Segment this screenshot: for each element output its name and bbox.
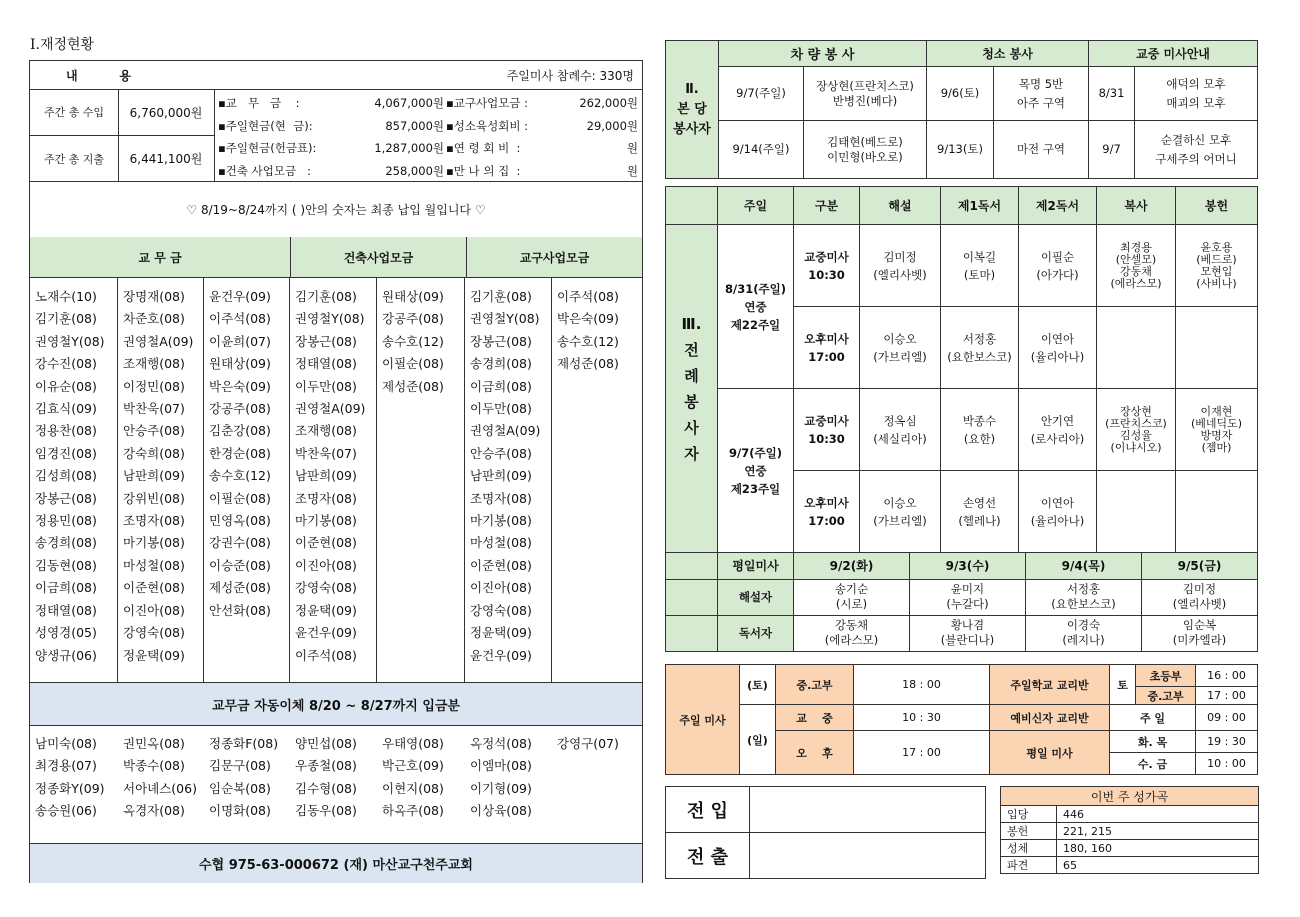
donor-name: 김기훈(08) bbox=[35, 311, 97, 327]
donor-name: 안승주(08) bbox=[123, 423, 185, 439]
donor-name: 이준현(08) bbox=[470, 557, 532, 573]
donor-name: 성영경(05) bbox=[35, 625, 97, 641]
reader1: 손영선 (헬레나) bbox=[941, 471, 1019, 553]
donor-name: 장명재(08) bbox=[123, 289, 185, 304]
server: 장상현 (프란치스코) 김성율 (이냐시오) bbox=[1097, 389, 1176, 471]
donor-name: 원태상(09) bbox=[382, 289, 444, 304]
donor-name: 김기훈(08) bbox=[295, 289, 357, 304]
weekday-commentator: 서정홍 (요한보스코) bbox=[1026, 579, 1142, 615]
transfer-table bbox=[665, 786, 986, 879]
offering: 이재현 (베네딕도) 방명자 (젬마) bbox=[1176, 389, 1258, 471]
clean-date: 9/13(토) bbox=[927, 121, 994, 179]
mass-schedule bbox=[665, 664, 1258, 775]
donor-name: 권영철A(09) bbox=[295, 401, 366, 417]
weekday-reader: 황나겸 (블란디나) bbox=[910, 615, 1026, 651]
donor-name: 윤건우(09) bbox=[295, 625, 357, 641]
server: 최경용 (안셀모) 강동채 (에라스모) bbox=[1097, 225, 1176, 307]
finance-item-label: ▪만 나 의 집 : bbox=[446, 163, 521, 178]
header-cleaning: 청소 봉사 bbox=[927, 41, 1089, 67]
reader1: 서정홍 (요한보스코) bbox=[941, 307, 1019, 389]
donor-name: 강권수(08) bbox=[209, 535, 271, 551]
donor-name: 김춘강(08) bbox=[209, 423, 271, 439]
auto-transfer-title: 교무금 자동이체 8/20 ~ 8/27까지 입금분 bbox=[30, 682, 642, 726]
finance-items-left bbox=[218, 92, 444, 182]
donor-name: 강위빈(08) bbox=[123, 490, 185, 506]
sunday-label: 8/31(주일) 연중 제22주일 bbox=[718, 225, 794, 389]
donor-name: 권영철Y(08) bbox=[295, 311, 365, 327]
weekday-day: 9/3(수) bbox=[910, 553, 1026, 579]
weekday-mass-time: 10 : 00 bbox=[1196, 753, 1258, 775]
guide-date: 8/31 bbox=[1089, 67, 1135, 121]
weekday-mass-day: 수. 금 bbox=[1110, 753, 1196, 775]
attendance: 주일미사 참례수: 330명 bbox=[506, 69, 634, 83]
content-label: 내 용 bbox=[66, 69, 131, 83]
donor-name: 제성준(08) bbox=[557, 356, 619, 372]
donor-name: 김동우(08) bbox=[295, 803, 357, 819]
catechumen-time: 09 : 00 bbox=[1196, 705, 1258, 731]
donor-name: 강영숙(08) bbox=[123, 625, 185, 641]
donor-name: 이엠마(08) bbox=[470, 758, 532, 774]
commentator: 정옥심 (세실리아) bbox=[860, 389, 941, 471]
sat-mass: 중.고부 bbox=[776, 665, 854, 705]
hymn-label: 입당 bbox=[1001, 806, 1057, 823]
mass-type: 오후미사 17:00 bbox=[794, 307, 860, 389]
donor-name: 송수호(12) bbox=[209, 468, 271, 484]
reader2: 안기연 (로사리아) bbox=[1019, 389, 1097, 471]
donor-name: 임경진(08) bbox=[35, 445, 97, 461]
hymns-title: 이번 주 성가곡 bbox=[1001, 787, 1259, 806]
car-date: 9/14(주일) bbox=[719, 121, 804, 179]
donor-name: 정윤택(09) bbox=[123, 647, 185, 663]
weekday-commentator: 송기순 (시로) bbox=[794, 579, 910, 615]
reader-row-label: 독서자 bbox=[718, 615, 794, 651]
header-reader2: 제2독서 bbox=[1019, 187, 1097, 225]
donor-name: 김효식(09) bbox=[35, 401, 97, 417]
donor-name: 송수호(12) bbox=[557, 333, 619, 349]
donor-name: 남미숙(08) bbox=[35, 736, 97, 751]
donor-name: 윤건우(09) bbox=[209, 289, 271, 304]
transfer-in-value bbox=[750, 787, 986, 833]
header-sunday: 주일 bbox=[718, 187, 794, 225]
mass-type: 오후미사 17:00 bbox=[794, 471, 860, 553]
donor-name: 옥정석(08) bbox=[470, 736, 532, 751]
guide-group: 애덕의 모후 매괴의 모후 bbox=[1135, 67, 1258, 121]
commentator-row-label: 해설자 bbox=[718, 579, 794, 615]
donor-column bbox=[377, 725, 465, 843]
header-car-service: 차 량 봉 사 bbox=[719, 41, 927, 67]
commentator: 김미정 (엘리사벳) bbox=[860, 225, 941, 307]
auto-transfer-list bbox=[30, 725, 642, 843]
donor-name: 이두만(08) bbox=[470, 401, 532, 417]
sunday-school: 주일학교 교리반 bbox=[990, 665, 1110, 705]
finance-item bbox=[446, 92, 638, 115]
server bbox=[1097, 471, 1176, 553]
expense-value: 6,441,100원 bbox=[118, 136, 215, 181]
donor-name: 정용찬(08) bbox=[35, 423, 97, 439]
offering bbox=[1176, 307, 1258, 389]
transfer-out-value bbox=[750, 833, 986, 879]
car-names: 김태현(베드로) 이민형(바오로) bbox=[804, 121, 927, 179]
hymns-table bbox=[1000, 786, 1259, 874]
donor-name: 하옥주(08) bbox=[382, 803, 444, 819]
donor-name: 박종수(08) bbox=[123, 758, 185, 774]
donor-name: 이명화(08) bbox=[209, 803, 271, 819]
liturgy-section-label: Ⅲ. 전 례 봉 사 자 bbox=[666, 225, 718, 553]
saturday-label: (토) bbox=[740, 665, 776, 705]
donor-name: 김문구(08) bbox=[209, 758, 271, 774]
donor-name: 노재수(10) bbox=[35, 289, 97, 304]
finance-item-label: ▪연 령 회 비 : bbox=[446, 141, 521, 155]
donor-name: 이주석(08) bbox=[295, 647, 357, 663]
donor-name: 윤건우(09) bbox=[470, 647, 532, 663]
weekday-day: 9/5(금) bbox=[1142, 553, 1258, 579]
weekday-corner bbox=[666, 579, 718, 615]
donor-name: 이진아(08) bbox=[295, 557, 357, 573]
sunday-mass-label: 주일 미사 bbox=[666, 665, 740, 775]
donor-name: 조재행(08) bbox=[123, 356, 185, 372]
donor-name: 차준호(08) bbox=[123, 311, 185, 327]
finance-item-value: 29,000원 bbox=[586, 118, 638, 133]
donor-name: 박근호(09) bbox=[382, 758, 444, 774]
donor-name: 이필순(08) bbox=[382, 356, 444, 372]
donor-name: 이진아(08) bbox=[123, 602, 185, 618]
transfer-in-label: 전 입 bbox=[666, 787, 750, 833]
donor-name: 정종화Y(09) bbox=[35, 780, 105, 796]
finance-item-label: ▪주일현금(현 금): bbox=[218, 118, 313, 133]
sun-time: 17 : 00 bbox=[854, 731, 990, 775]
donor-name: 이두만(08) bbox=[295, 378, 357, 394]
donor-name: 마기봉(08) bbox=[295, 513, 357, 529]
header-tithe: 교 무 금 bbox=[30, 237, 291, 278]
donor-column bbox=[204, 278, 290, 682]
sun-mass: 교 중 bbox=[776, 705, 854, 731]
donor-name: 정종화F(08) bbox=[209, 736, 279, 751]
weekday-label: 평일미사 bbox=[718, 553, 794, 579]
server bbox=[1097, 307, 1176, 389]
donor-name: 양민섭(08) bbox=[295, 736, 357, 751]
finance-item-value: 258,000원 bbox=[385, 163, 444, 178]
hymn-value: 180, 160 bbox=[1057, 840, 1259, 857]
donor-name: 송승원(06) bbox=[35, 803, 97, 819]
weekday-corner bbox=[666, 553, 718, 579]
donor-name: 이주석(08) bbox=[209, 311, 271, 327]
offering: 윤호용 (베드로) 모현입 (사비나) bbox=[1176, 225, 1258, 307]
finance-item bbox=[218, 137, 444, 160]
mass-type: 교중미사 10:30 bbox=[794, 225, 860, 307]
donor-column bbox=[290, 278, 377, 682]
donor-name: 정윤택(09) bbox=[470, 625, 532, 641]
donor-name: 마성철(08) bbox=[123, 557, 185, 573]
donor-name: 이주석(08) bbox=[557, 289, 619, 304]
donor-name: 조재행(08) bbox=[295, 423, 357, 439]
donor-column bbox=[552, 278, 642, 682]
finance-item bbox=[446, 115, 638, 138]
donor-name: 권민옥(08) bbox=[123, 736, 185, 751]
header-reader1: 제1독서 bbox=[941, 187, 1019, 225]
finance-item-value: 4,067,000원 bbox=[374, 96, 444, 110]
sat-time: 18 : 00 bbox=[854, 665, 990, 705]
weekday-day: 9/2(화) bbox=[794, 553, 910, 579]
finance-item-value: 원 bbox=[626, 141, 638, 155]
donor-name: 최경용(07) bbox=[35, 758, 97, 774]
header-mass-guide: 교중 미사안내 bbox=[1089, 41, 1258, 67]
donor-name: 안승주(08) bbox=[470, 445, 532, 461]
clean-area: 목명 5반 아주 구역 bbox=[994, 67, 1089, 121]
finance-box bbox=[29, 60, 643, 883]
clean-area: 마전 구역 bbox=[994, 121, 1089, 179]
donor-name: 김성희(08) bbox=[35, 468, 97, 484]
header-type: 구분 bbox=[794, 187, 860, 225]
sun-time: 10 : 30 bbox=[854, 705, 990, 731]
reader2: 이필순 (아가다) bbox=[1019, 225, 1097, 307]
finance-item-value: 원 bbox=[626, 163, 638, 178]
finance-item bbox=[218, 160, 444, 183]
donor-name: 이진아(08) bbox=[470, 580, 532, 596]
donor-name: 이상육(08) bbox=[470, 803, 532, 819]
class-time: 16 : 00 bbox=[1196, 665, 1258, 687]
car-date: 9/7(주일) bbox=[719, 67, 804, 121]
donor-name: 이기형(09) bbox=[470, 780, 532, 796]
donor-name: 김기훈(08) bbox=[470, 289, 532, 304]
donor-name: 제성준(08) bbox=[209, 580, 271, 596]
weekday-commentator: 김미정 (엘리사벳) bbox=[1142, 579, 1258, 615]
service-table bbox=[665, 40, 1258, 179]
donor-name: 송경희(08) bbox=[470, 356, 532, 372]
donor-column bbox=[118, 278, 204, 682]
donor-name: 이정민(08) bbox=[123, 378, 185, 394]
donor-name: 이승준(08) bbox=[209, 557, 271, 573]
donor-name: 권영철A(09) bbox=[470, 423, 541, 439]
donor-name: 임순복(08) bbox=[209, 780, 271, 796]
hymn-value: 446 bbox=[1057, 806, 1259, 823]
mass-type: 교중미사 10:30 bbox=[794, 389, 860, 471]
donor-name: 강영숙(08) bbox=[295, 580, 357, 596]
donor-name: 강숙희(08) bbox=[123, 445, 185, 461]
donor-name: 강영숙(08) bbox=[470, 602, 532, 618]
guide-group: 순결하신 모후 구세주의 어머니 bbox=[1135, 121, 1258, 179]
reader2: 이연아 (율리아나) bbox=[1019, 471, 1097, 553]
reader1: 박종수 (요한) bbox=[941, 389, 1019, 471]
donor-column bbox=[465, 725, 552, 843]
income-value: 6,760,000원 bbox=[118, 89, 215, 136]
hymn-value: 65 bbox=[1057, 857, 1259, 874]
donor-name: 남판희(09) bbox=[470, 468, 532, 484]
donor-name: 권영철Y(08) bbox=[35, 333, 105, 349]
donor-name: 서아녜스(06) bbox=[123, 780, 197, 796]
donor-name: 이준현(08) bbox=[295, 535, 357, 551]
finance-item-label: ▪건축 사업모금 : bbox=[218, 163, 311, 178]
commentator: 이승오 (가브리엘) bbox=[860, 471, 941, 553]
donor-name: 송경희(08) bbox=[35, 535, 97, 551]
donor-name: 박찬욱(07) bbox=[123, 401, 185, 417]
reader2: 이연아 (율리아나) bbox=[1019, 307, 1097, 389]
finance-summary bbox=[30, 89, 642, 182]
header-commentator: 해설 bbox=[860, 187, 941, 225]
donor-name: 정태열(08) bbox=[35, 602, 97, 618]
donor-name: 정윤택(09) bbox=[295, 602, 357, 618]
header-diocese: 교구사업모금 bbox=[467, 237, 642, 278]
catechumen-day: 주 일 bbox=[1110, 705, 1196, 731]
donor-column bbox=[465, 278, 552, 682]
bank-account: 수협 975-63-000672 (재) 마산교구천주교회 bbox=[30, 843, 642, 883]
donor-column bbox=[290, 725, 377, 843]
donor-name: 정용민(08) bbox=[35, 513, 97, 529]
header-server: 복사 bbox=[1097, 187, 1176, 225]
header-building: 건축사업모금 bbox=[291, 237, 467, 278]
liturgy-table bbox=[665, 186, 1258, 652]
service-section-label: Ⅱ. 본 당 봉사자 bbox=[666, 41, 719, 179]
donor-name: 이금희(08) bbox=[470, 378, 532, 394]
donor-name: 장봉근(08) bbox=[35, 490, 97, 506]
weekday-reader: 이경숙 (레지나) bbox=[1026, 615, 1142, 651]
car-names: 장상현(프란치스코) 반병진(베다) bbox=[804, 67, 927, 121]
weekday-commentator: 윤미지 (누갈다) bbox=[910, 579, 1026, 615]
sun-mass: 오 후 bbox=[776, 731, 854, 775]
donor-name: 이준현(08) bbox=[123, 580, 185, 596]
finance-item-label: ▪교구사업모금 : bbox=[446, 96, 528, 110]
class-name: 중.고부 bbox=[1136, 687, 1196, 705]
donor-column bbox=[204, 725, 290, 843]
donor-name: 남판희(09) bbox=[123, 468, 185, 484]
catechumen-class: 예비신자 교리반 bbox=[990, 705, 1110, 731]
hymn-value: 221, 215 bbox=[1057, 823, 1259, 840]
donor-column bbox=[30, 278, 118, 682]
finance-item bbox=[218, 92, 444, 115]
donor-name: 마기봉(08) bbox=[123, 535, 185, 551]
donor-name: 정태열(08) bbox=[295, 356, 357, 372]
donor-name: 이유순(08) bbox=[35, 378, 97, 394]
weekday-corner bbox=[666, 615, 718, 651]
donor-column bbox=[552, 725, 642, 843]
donor-name: 원태상(09) bbox=[209, 356, 271, 372]
donor-name: 송수호(12) bbox=[382, 333, 444, 349]
finance-item-value: 1,287,000원 bbox=[374, 141, 444, 155]
donor-name: 박은숙(09) bbox=[557, 311, 619, 327]
donor-column bbox=[118, 725, 204, 843]
guide-date: 9/7 bbox=[1089, 121, 1135, 179]
donor-name: 강영구(07) bbox=[557, 736, 619, 751]
donor-name: 한경순(08) bbox=[209, 445, 271, 461]
weekday-mass-label: 평일 미사 bbox=[990, 731, 1110, 775]
finance-section-title: Ⅰ.재정현황 bbox=[30, 37, 95, 53]
liturgy-corner bbox=[666, 187, 718, 225]
donor-name: 권영철A(09) bbox=[123, 333, 194, 349]
donor-name: 강수진(08) bbox=[35, 356, 97, 372]
donor-name: 김동현(08) bbox=[35, 557, 97, 573]
offering bbox=[1176, 471, 1258, 553]
hymn-label: 성체 bbox=[1001, 840, 1057, 857]
hymn-label: 봉헌 bbox=[1001, 823, 1057, 840]
donor-name: 안선화(08) bbox=[209, 602, 271, 618]
donor-column bbox=[30, 725, 118, 843]
finance-item bbox=[218, 115, 444, 138]
weekday-day: 9/4(목) bbox=[1026, 553, 1142, 579]
finance-item-label: ▪교 무 금 : bbox=[218, 96, 300, 110]
class-time: 17 : 00 bbox=[1196, 687, 1258, 705]
finance-item-label: ▪성소육성회비 : bbox=[446, 118, 528, 133]
finance-item-value: 857,000원 bbox=[385, 118, 444, 133]
donor-name: 제성준(08) bbox=[382, 378, 444, 394]
donor-name: 장봉근(08) bbox=[470, 333, 532, 349]
weekday-reader: 강동채 (에라스모) bbox=[794, 615, 910, 651]
weekday-mass-day: 화. 목 bbox=[1110, 731, 1196, 753]
donor-name: 조명자(08) bbox=[123, 513, 185, 529]
reader1: 이복길 (토마) bbox=[941, 225, 1019, 307]
donor-name: 조명자(08) bbox=[295, 490, 357, 506]
donor-name: 옥경자(08) bbox=[123, 803, 185, 819]
transfer-out-label: 전 출 bbox=[666, 833, 750, 879]
donor-name: 남판희(09) bbox=[295, 468, 357, 484]
donor-name: 김수형(08) bbox=[295, 780, 357, 796]
commentator: 이승오 (가브리엘) bbox=[860, 307, 941, 389]
finance-header bbox=[30, 61, 642, 90]
sunday-label: 9/7(주일) 연중 제23주일 bbox=[718, 389, 794, 553]
donor-name: 장봉근(08) bbox=[295, 333, 357, 349]
donor-column bbox=[377, 278, 465, 682]
donor-name: 조명자(08) bbox=[470, 490, 532, 506]
finance-item bbox=[446, 137, 638, 160]
header-offering: 봉헌 bbox=[1176, 187, 1258, 225]
finance-item bbox=[446, 160, 638, 183]
donor-list bbox=[30, 278, 642, 682]
donor-name: 이금희(08) bbox=[35, 580, 97, 596]
finance-items-right bbox=[446, 92, 638, 182]
donor-name: 이현지(08) bbox=[382, 780, 444, 796]
donor-name: 양생규(06) bbox=[35, 647, 97, 663]
donor-name: 우태영(08) bbox=[382, 736, 444, 751]
donor-name: 우종철(08) bbox=[295, 758, 357, 774]
expense-label: 주간 총 지출 bbox=[30, 136, 119, 181]
donor-name: 강공주(08) bbox=[209, 401, 271, 417]
sunday-label: (일) bbox=[740, 705, 776, 775]
donor-name: 마기봉(08) bbox=[470, 513, 532, 529]
donor-name: 이필순(08) bbox=[209, 490, 271, 506]
clean-date: 9/6(토) bbox=[927, 67, 994, 121]
income-label: 주간 총 수입 bbox=[30, 89, 119, 136]
weekday-mass-time: 19 : 30 bbox=[1196, 731, 1258, 753]
donor-name: 마성철(08) bbox=[470, 535, 532, 551]
donor-name: 이윤희(07) bbox=[209, 333, 271, 349]
donor-name: 강공주(08) bbox=[382, 311, 444, 327]
finance-item-label: ▪주일현금(헌금표): bbox=[218, 141, 317, 155]
donor-name: 민영옥(08) bbox=[209, 513, 271, 529]
donor-name: 박찬욱(07) bbox=[295, 445, 357, 461]
weekday-reader: 임순복 (미카엘라) bbox=[1142, 615, 1258, 651]
donor-name: 박은숙(09) bbox=[209, 378, 271, 394]
class-day: 토 bbox=[1110, 665, 1136, 705]
hymn-label: 파견 bbox=[1001, 857, 1057, 874]
finance-item-value: 262,000원 bbox=[579, 96, 638, 110]
class-name: 초등부 bbox=[1136, 665, 1196, 687]
payment-notice: ♡ 8/19~8/24까지 ( )안의 숫자는 최종 납입 월입니다 ♡ bbox=[30, 181, 642, 238]
donor-name: 권영철Y(08) bbox=[470, 311, 540, 327]
